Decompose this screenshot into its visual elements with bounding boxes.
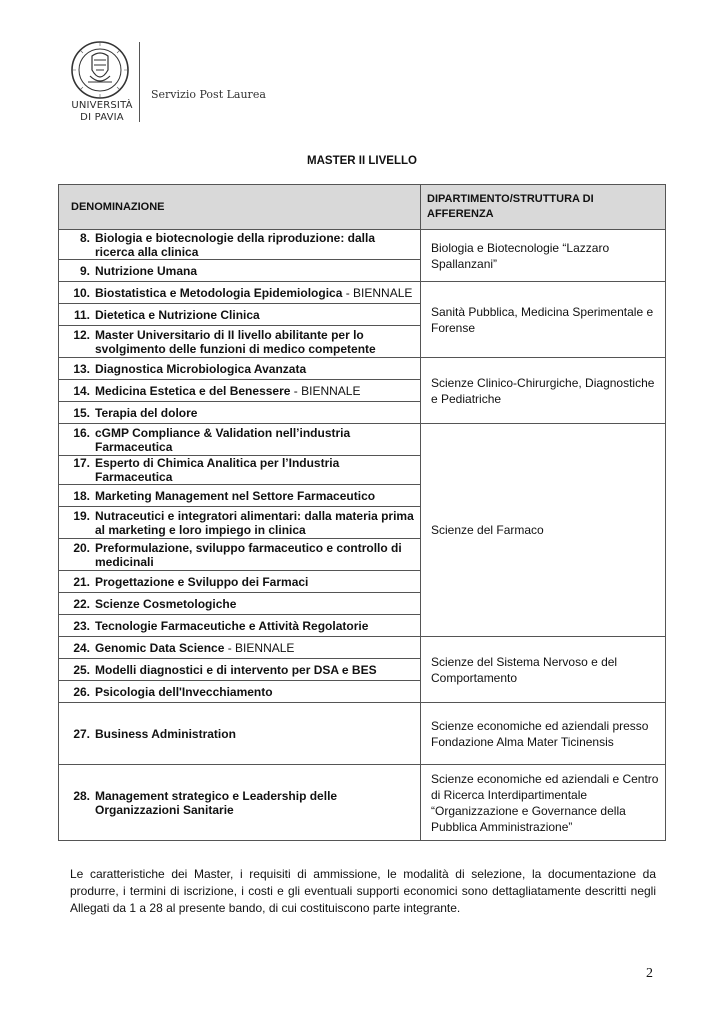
master-number: 11.: [73, 307, 90, 322]
table-row: [59, 637, 666, 659]
duration-tag: - BIENNALE: [342, 285, 413, 300]
master-name: cGMP Compliance & Validation nell’industria Farmaceutica: [95, 425, 351, 454]
department-cell: Scienze economiche ed aziendali e Centro di Ricerca Interdipartimentale “Organizzazione e Governance della Pubblica Amministrazione”: [421, 765, 666, 841]
page-number: 2: [646, 966, 653, 981]
master-name: Dietetica e Nutrizione Clinica: [95, 307, 260, 322]
master-name: Medicina Estetica e del Benessere: [95, 383, 291, 398]
master-name: Master Universitario di II livello abilitante per lo svolgimento delle funzioni di medico competente: [95, 327, 376, 356]
university-name-line-1: UNIVERSITÀ: [71, 100, 133, 111]
master-number: 19.: [73, 508, 90, 523]
master-name-cell: [59, 326, 421, 358]
master-number: 22.: [73, 596, 90, 611]
department-cell: Scienze del Sistema Nervoso e del Comportamento: [421, 637, 666, 703]
master-number: 17.: [73, 456, 90, 470]
table-row: [59, 358, 666, 380]
master-name: Business Administration: [95, 726, 236, 741]
master-name-cell: [59, 507, 421, 539]
master-name-cell: [59, 681, 421, 703]
master-name: Terapia del dolore: [95, 405, 198, 420]
university-name-line-2: DI PAVIA: [80, 112, 124, 123]
master-number: 15.: [73, 405, 90, 420]
master-name: Progettazione e Sviluppo dei Farmaci: [95, 574, 309, 589]
master-name-cell: [59, 485, 421, 507]
master-name-cell: [59, 615, 421, 637]
master-number: 16.: [73, 425, 90, 440]
master-name-cell: [59, 260, 421, 282]
header-divider: [139, 42, 140, 122]
master-number: 20.: [73, 540, 90, 555]
table-row: [59, 765, 666, 841]
master-name-cell: [59, 380, 421, 402]
master-number: 25.: [73, 662, 90, 677]
master-name: Scienze Cosmetologiche: [95, 596, 237, 611]
master-name-cell: [59, 765, 421, 841]
master-name-cell: [59, 230, 421, 260]
table-row: [59, 282, 666, 304]
master-number: 13.: [73, 361, 90, 376]
table-row: [59, 424, 666, 456]
master-name-cell: [59, 304, 421, 326]
master-name-cell: [59, 424, 421, 456]
master-name: Nutraceutici e integratori alimentari: dalla materia prima al marketing e loro impiego in clinica: [95, 508, 414, 537]
department-cell: Scienze del Farmaco: [421, 424, 666, 637]
department-cell: Scienze Clinico-Chirurgiche, Diagnostiche e Pediatriche: [421, 358, 666, 424]
master-name: Modelli diagnostici e di intervento per DSA e BES: [95, 662, 377, 677]
master-number: 12.: [73, 327, 90, 342]
master-name-cell: [59, 402, 421, 424]
duration-tag: - BIENNALE: [290, 383, 361, 398]
master-number: 10.: [73, 285, 90, 300]
document-title: MASTER II LIVELLO: [307, 155, 417, 167]
table-row: [59, 703, 666, 765]
footnote-paragraph: Le caratteristiche dei Master, i requisiti di ammissione, le modalità di selezione, la documentazione da produrre, i termini di iscrizione, i costi e gli eventuali supporti economici sono dettagliatamente descritti negli Allegati da 1 a 28 al presente bando, di cui costituiscono parte integrante.: [70, 867, 656, 915]
master-number: 26.: [73, 684, 90, 699]
table-body: [59, 230, 666, 841]
header-denominazione: DENOMINAZIONE: [59, 185, 421, 230]
department-cell: Scienze economiche ed aziendali presso Fondazione Alma Mater Ticinensis: [421, 703, 666, 765]
master-number: 18.: [73, 488, 90, 503]
duration-tag: - BIENNALE: [224, 640, 295, 655]
service-name: Servizio Post Laurea: [151, 88, 266, 101]
master-name-cell: [59, 637, 421, 659]
master-name: Nutrizione Umana: [95, 263, 198, 278]
master-name-cell: [59, 703, 421, 765]
master-number: 9.: [79, 263, 90, 278]
master-name: Psicologia dell'Invecchiamento: [95, 684, 273, 699]
master-number: 27.: [73, 726, 90, 741]
table-header-row: [59, 185, 666, 230]
master-table: [58, 184, 666, 841]
master-name: Biostatistica e Metodologia Epidemiologica: [95, 285, 343, 300]
master-number: 21.: [73, 574, 90, 589]
master-name: Preformulazione, sviluppo farmaceutico e controllo di medicinali: [95, 540, 402, 569]
master-number: 8.: [79, 230, 90, 245]
master-name: Diagnostica Microbiologica Avanzata: [95, 361, 307, 376]
master-name-cell: [59, 593, 421, 615]
table-row: [59, 230, 666, 260]
master-name-cell: [59, 358, 421, 380]
master-name-cell: [59, 571, 421, 593]
master-name-cell: [59, 282, 421, 304]
master-name-cell: [59, 659, 421, 681]
master-name-cell: [59, 539, 421, 571]
master-number: 28.: [73, 788, 90, 803]
master-name-cell: [59, 456, 421, 485]
header-dipartimento: DIPARTIMENTO/STRUTTURA DI AFFERENZA: [421, 185, 666, 230]
master-name: Tecnologie Farmaceutiche e Attività Regolatorie: [95, 618, 369, 633]
university-name: [64, 100, 140, 124]
master-number: 24.: [73, 640, 90, 655]
master-name: Genomic Data Science: [95, 640, 225, 655]
university-logo: [64, 40, 140, 124]
department-cell: Sanità Pubblica, Medicina Sperimentale e Forense: [421, 282, 666, 358]
master-name: Marketing Management nel Settore Farmaceutico: [95, 488, 376, 503]
master-name: Management strategico e Leadership delle Organizzazioni Sanitarie: [95, 788, 338, 817]
master-number: 23.: [73, 618, 90, 633]
university-seal-icon: [70, 40, 130, 100]
master-name: Esperto di Chimica Analitica per l’Industria Farmaceutica: [95, 456, 340, 484]
master-number: 14.: [73, 383, 90, 398]
master-name: Biologia e biotecnologie della riproduzione: dalla ricerca alla clinica: [95, 230, 376, 259]
department-cell: Biologia e Biotecnologie “Lazzaro Spallanzani”: [421, 230, 666, 282]
